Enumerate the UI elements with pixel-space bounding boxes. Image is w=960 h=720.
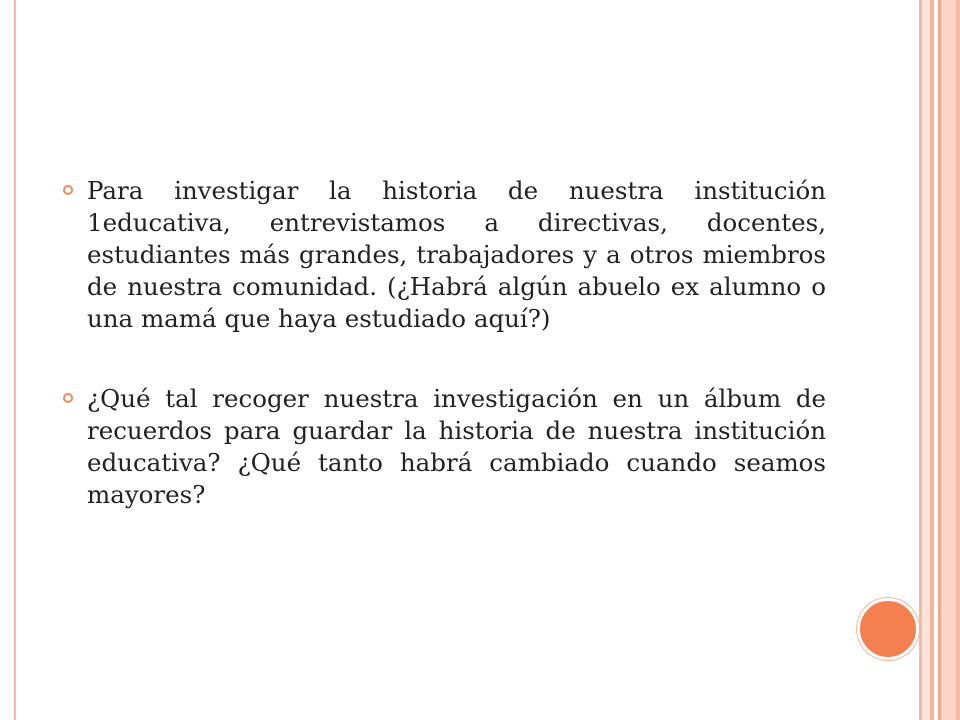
list-item — [63, 175, 826, 335]
bullet-list — [63, 175, 826, 559]
list-item — [63, 383, 826, 511]
left-border — [0, 0, 16, 720]
right-stripe — [922, 0, 930, 720]
orange-circle-icon — [857, 598, 919, 660]
bullet-text: ¿Qué tal recoger nuestra investigación en un álbum de recuerdos para guardar la historia de nuestra institución educativa? ¿Qué tanto habrá cambiado cuando seamos mayores? — [87, 384, 826, 509]
right-stripe — [941, 0, 956, 720]
circle-bullet-icon — [63, 185, 73, 195]
bullet-text: Para investigar la historia de nuestra institución 1educativa, entrevistamos a directivas, docentes, estudiantes más grandes, trabajadores y a otros miembros de nuestra comunidad. (¿Habrá algún abuelo ex alumno o una mamá que haya estudiado aquí?) — [87, 176, 826, 333]
right-stripe — [956, 0, 960, 720]
circle-bullet-icon — [63, 393, 73, 403]
